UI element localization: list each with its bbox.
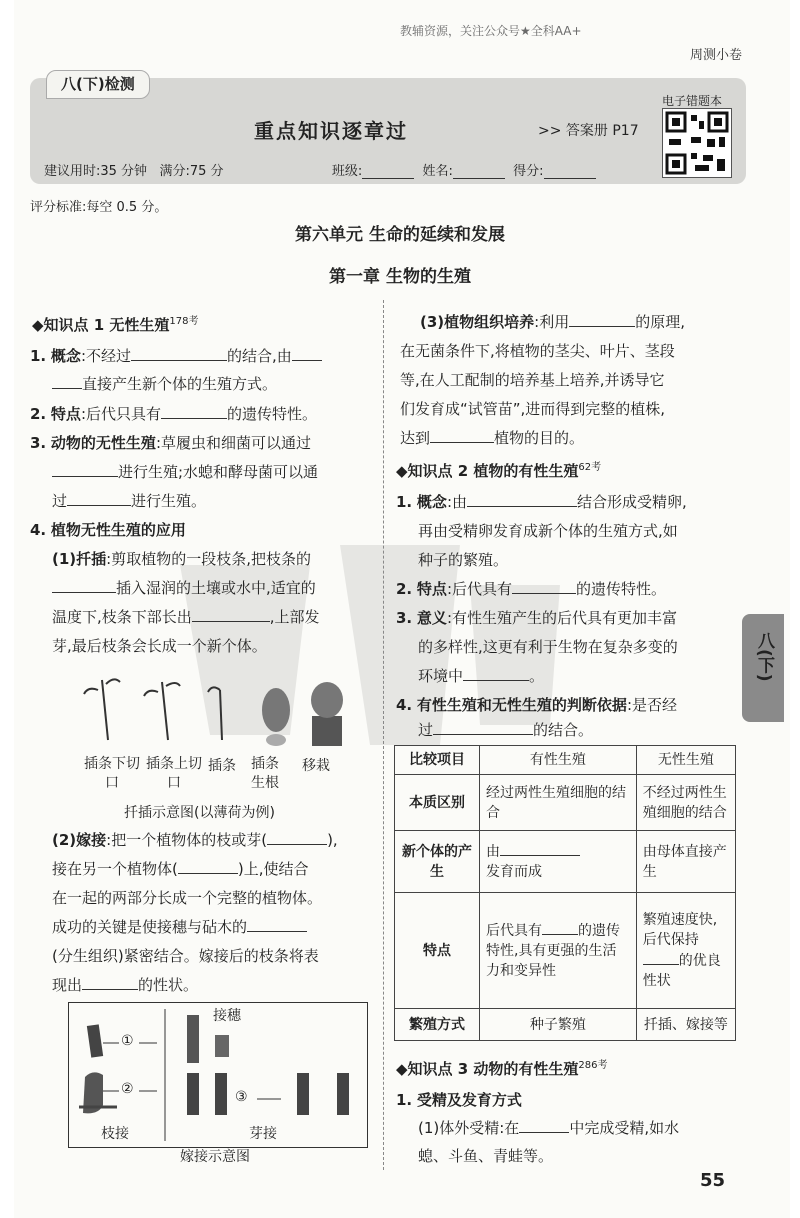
qr-label: 电子错题本 <box>662 94 723 108</box>
s1-line1: (1)体外受精:在 中完成受精,如水 <box>418 1119 680 1137</box>
fig-label: 插条下切口 <box>84 756 140 791</box>
score-total: 满分:75 分 <box>159 164 224 179</box>
r2-line: 2. 特点:后代具有 的遗传特性。 <box>396 580 667 598</box>
unit-title: 第六单元 生命的延续和发展 <box>295 225 505 245</box>
time-label: 建议用时:35 分钟 <box>44 164 148 179</box>
fig-label: 插条 <box>208 758 236 774</box>
r3-line1: 3. 意义:有性生殖产生的后代具有更加丰富 <box>396 609 677 627</box>
name-label: 姓名: <box>422 164 453 179</box>
blank[interactable] <box>569 312 635 327</box>
name-field[interactable] <box>453 178 505 179</box>
page-number: 55 <box>700 1170 726 1191</box>
blank[interactable] <box>433 720 533 735</box>
p3-line1: (3)植物组织培养:利用 的原理, <box>420 313 685 331</box>
p3-line5: 达到 植物的目的。 <box>400 429 585 447</box>
blank[interactable] <box>519 1118 569 1133</box>
blank[interactable] <box>463 666 529 681</box>
p3-line3: 等,在人工配制的培养基上培养,并诱导它 <box>400 371 665 389</box>
item2-line: 2. 特点:后代只具有 的遗传特性。 <box>30 405 318 423</box>
blank[interactable] <box>131 346 227 361</box>
table-cell: 不经过两性生殖细胞的结合 <box>636 775 735 831</box>
label-3: ③ <box>235 1089 248 1105</box>
blank[interactable] <box>430 428 494 443</box>
r1-line2: 再由受精卵发育成新个体的生殖方式,如 <box>418 522 678 540</box>
table-cell: 由母体直接产生 <box>636 831 735 893</box>
p3-line4: 们发育成“试管苗”,进而得到完整的植株, <box>400 400 666 418</box>
p2-line2: 接在另一个植物体( )上,使结合 <box>52 860 309 878</box>
r1-line1: 1. 概念:由 结合形成受精卵, <box>396 493 687 511</box>
table-cell: 经过两性生殖细胞的结合 <box>480 775 637 831</box>
blank[interactable] <box>467 492 577 507</box>
side-tab-label: 八(下) <box>754 632 774 682</box>
comparison-table <box>394 745 736 1041</box>
scion-label: 接穗 <box>213 1008 241 1024</box>
row-header: 本质区别 <box>395 775 480 831</box>
branch-graft-label: 枝接 <box>101 1126 129 1142</box>
row-header: 特点 <box>395 893 480 1009</box>
blank[interactable] <box>500 841 580 856</box>
item1-line2: 直接产生新个体的生殖方式。 <box>52 374 277 395</box>
p2-line3: 在一起的两部分长成一个完整的植物体。 <box>52 889 323 907</box>
blank[interactable] <box>52 578 116 593</box>
blank[interactable] <box>512 579 576 594</box>
table-cell: 由 发育而成 <box>480 831 637 893</box>
p1-line4: 芽,最后枝条会长成一个新个体。 <box>52 637 267 655</box>
p2-line5: (分生组织)紧密结合。嫁接后的枝条将表 <box>52 947 319 965</box>
table-cell: 种子繁殖 <box>480 1009 637 1041</box>
p1-line3: 温度下,枝条下部长出 ,上部发 <box>52 608 320 626</box>
blank[interactable] <box>67 491 131 506</box>
r3-line2: 的多样性,这更有利于生物在复杂多变的 <box>418 638 678 656</box>
blank[interactable] <box>267 830 327 845</box>
answer-reference: >> 答案册 P17 <box>538 123 639 139</box>
r1-line3: 种子的繁殖。 <box>418 551 509 569</box>
blank[interactable] <box>643 950 679 965</box>
blank[interactable] <box>52 374 82 389</box>
blank[interactable] <box>192 607 270 622</box>
p1-line1: (1)扦插:剪取植物的一段枝条,把枝条的 <box>52 550 311 568</box>
fig-label: 插条上切口 <box>146 756 202 791</box>
label-1: ① <box>121 1033 134 1049</box>
kp2-title: ◆知识点 2 植物的有性生殖$^{62考}$ <box>396 462 602 480</box>
cutting-illustration <box>80 670 360 750</box>
item3-line1: 3. 动物的无性生殖:草履虫和细菌可以通过 <box>30 434 311 452</box>
column-divider <box>383 300 384 1170</box>
label-2: ② <box>121 1081 134 1097</box>
blank[interactable] <box>161 404 227 419</box>
fig-label: 插条生根 <box>251 756 279 791</box>
p2-line6: 现出 的性状。 <box>52 976 199 994</box>
bud-graft-label: 芽接 <box>249 1126 277 1142</box>
fig-caption: 扦插示意图(以薄荷为例) <box>124 805 275 821</box>
table-cell: 扦插、嫁接等 <box>636 1009 735 1041</box>
blank[interactable] <box>52 462 118 477</box>
fig-label: 移栽 <box>302 758 330 774</box>
class-label: 班级: <box>331 164 363 179</box>
info-line <box>44 160 596 179</box>
chapter-title: 第一章 生物的生殖 <box>329 267 471 287</box>
row-header: 繁殖方式 <box>395 1009 480 1041</box>
item3-line2: 进行生殖;水螅和酵母菌可以通 <box>52 462 318 483</box>
kp1-title: ◆知识点 1 无性生殖$^{178考}$ <box>32 316 199 334</box>
blank[interactable] <box>292 346 322 361</box>
score-label: 得分: <box>513 164 544 179</box>
score-field[interactable] <box>544 178 596 179</box>
p2-line1: (2)嫁接:把一个植物体的枝或芽( ), <box>52 831 338 849</box>
p3-line2: 在无菌条件下,将植物的茎尖、叶片、茎段 <box>400 342 675 360</box>
table-row <box>395 893 736 1009</box>
r4-line2: 过 的结合。 <box>418 721 594 739</box>
blank[interactable] <box>82 975 138 990</box>
r4-line1: 4. 有性生殖和无性生殖的判断依据:是否经 <box>396 696 677 714</box>
item3-line3: 过 进行生殖。 <box>52 492 207 510</box>
table-row <box>395 775 736 831</box>
table-header-cell: 比较项目 <box>395 746 480 775</box>
grafting-diagram <box>68 1002 368 1148</box>
table-header-row <box>395 746 736 775</box>
class-field[interactable] <box>362 178 414 179</box>
grade-tag: 八(下)检测 <box>46 70 150 99</box>
table-row <box>395 831 736 893</box>
top-note: 教辅资源，关注公众号★全科AA+ <box>400 24 582 38</box>
qr-code-icon[interactable] <box>662 108 732 178</box>
scoring-rule: 评分标准:每空 0.5 分。 <box>30 200 168 215</box>
table-header-cell: 无性生殖 <box>636 746 735 775</box>
table-cell: 后代具有 的遗传特性,具有更强的生活力和变异性 <box>480 893 637 1009</box>
table-cell: 繁殖速度快,后代保持的优良性状 <box>636 893 735 1009</box>
item4-title: 4. 植物无性生殖的应用 <box>30 521 186 539</box>
item1-line1: 1. 概念:不经过 的结合,由 <box>30 346 322 367</box>
r3-line3: 环境中 。 <box>418 667 545 685</box>
graft-caption: 嫁接示意图 <box>180 1149 250 1165</box>
page-title: 重点知识逐章过 <box>254 119 408 143</box>
p1-line2: 插入湿润的土壤或水中,适宜的 <box>52 578 316 599</box>
s1-title: 1. 受精及发育方式 <box>396 1091 522 1109</box>
kp3-title: ◆知识点 3 动物的有性生殖$^{286考}$ <box>396 1060 608 1078</box>
corner-label: 周测小卷 <box>690 48 743 63</box>
blank[interactable] <box>178 859 238 874</box>
blank[interactable] <box>542 920 578 935</box>
s1-line2: 螅、斗鱼、青蛙等。 <box>418 1147 554 1165</box>
row-header: 新个体的产生 <box>395 831 480 893</box>
table-header-cell: 有性生殖 <box>480 746 637 775</box>
blank[interactable] <box>247 917 307 932</box>
p2-line4: 成功的关键是使接穗与砧木的 <box>52 917 307 938</box>
table-row <box>395 1009 736 1041</box>
